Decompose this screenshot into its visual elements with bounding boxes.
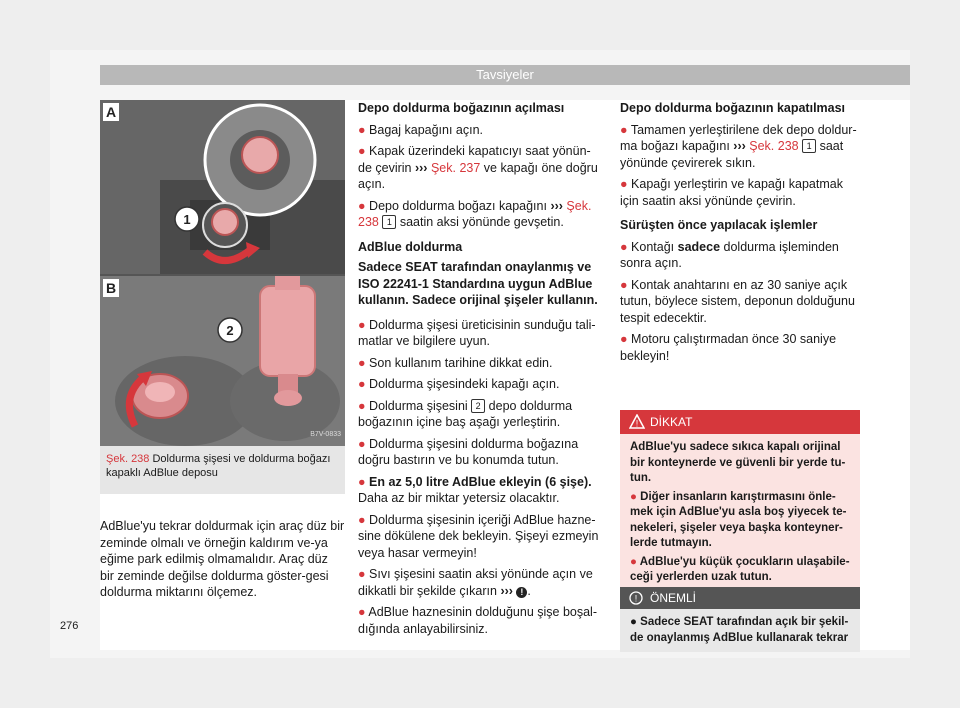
caption-figure-ref[interactable]: Şek. 238 bbox=[106, 453, 150, 465]
figure-code: B7V-0833 bbox=[310, 430, 341, 438]
ref-fig-238[interactable]: Şek. 238 bbox=[749, 139, 799, 153]
heading-before-driving: Sürüşten önce yapılacak işlemler bbox=[620, 218, 818, 232]
callout-2-badge bbox=[216, 316, 244, 344]
warning-bullet-1: ● Diğer insanların karıştırmasını önle-mek için AdBlue'yu asla boş yiyecek te-nekeleri, şişeler veya başka konteyner-lerde tutmayın. bbox=[630, 490, 847, 549]
bullet-press-bottle: ● Doldurma şişesini doldurma boğazına doğru bastırın ve bu konumda tutun. bbox=[358, 436, 579, 467]
bullet-turn-cover: ● Kapak üzerindeki kapatıcıyı saat yönün-de çevirin ››› Şek. 237 ve kapağı öne doğru açın. bbox=[358, 144, 598, 191]
figure-panel-b bbox=[100, 276, 345, 446]
bullet-min-amount: ● En az 5,0 litre AdBlue ekleyin (6 şişe). Daha az bir miktar yetersiz olacaktır. bbox=[358, 474, 592, 505]
ref-fig-237[interactable]: Şek. 237 bbox=[430, 160, 481, 175]
bullet-dot: ● bbox=[358, 398, 366, 413]
figure-panel-a bbox=[100, 100, 345, 274]
figure-238 bbox=[100, 100, 345, 446]
warning-body bbox=[620, 434, 860, 594]
bullet-ignition-on: ● Kontağı sadece doldurma işleminden sonra açın. bbox=[620, 239, 839, 270]
bullet-loosen-cap: ● Depo doldurma boğazı kapağını ››› Şek. 238 1 saatin aksi yönünde gevşetin. bbox=[358, 198, 592, 229]
note-header bbox=[620, 587, 860, 609]
column-2 bbox=[358, 100, 604, 642]
heading-opening-filler-neck: Depo doldurma boğazının açılması bbox=[358, 101, 565, 115]
callout-1-badge bbox=[173, 205, 201, 233]
bullet-dot: ● bbox=[358, 436, 366, 451]
column-1-text bbox=[100, 518, 345, 606]
column-3 bbox=[620, 100, 860, 644]
note-bullet-1: ● Sadece SEAT tarafından açık bir şekil-de onaylanmış AdBlue kullanarak tekrar bbox=[630, 616, 849, 644]
page bbox=[50, 50, 910, 658]
bullet-close-cover: ● Kapağı yerleştirin ve kapağı kapatmak için saatin aksi yönünde çevirin. bbox=[620, 177, 843, 208]
ref-arrow: ››› bbox=[500, 583, 513, 598]
bullet-dot: ● bbox=[358, 198, 366, 213]
caption-text: Doldurma şişesi ve doldurma boğazı kapaklı AdBlue deposu bbox=[106, 453, 331, 479]
callout-1: 1 bbox=[183, 212, 191, 227]
callout-ref-1: 1 bbox=[802, 139, 816, 153]
svg-text:!: ! bbox=[634, 593, 638, 604]
svg-text:!: ! bbox=[635, 418, 639, 429]
bullet-wait-empty: ● Doldurma şişesinin içeriği AdBlue hazne-sine dökülene dek bekleyin. Şişeyi ezmeyin veya hasar vermeyin! bbox=[358, 512, 599, 560]
warning-paragraph: AdBlue'yu sadece sıkıca kapalı orijinal bir konteynerde ve güvenli bir yerde tu-tun. bbox=[630, 441, 846, 484]
warning-title: DİKKAT bbox=[650, 415, 693, 429]
figure-caption bbox=[100, 446, 345, 494]
bullet-dot: ● bbox=[620, 177, 628, 191]
bullet-manufacturer-info: ● Doldurma şişesi üreticisinin sunduğu tali-matlar ve bilgilere uyun. bbox=[358, 317, 596, 348]
ref-arrow: ››› bbox=[733, 139, 746, 153]
ref-arrow: ››› bbox=[550, 198, 563, 213]
bullet-dot: ● bbox=[358, 474, 366, 489]
bullet-dot: ● bbox=[358, 512, 366, 527]
ref-fig-238[interactable]: Şek. 238 bbox=[358, 198, 592, 229]
flat-ground-paragraph: AdBlue'yu tekrar doldurmak için araç düz bir zeminde olmalı ve örneğin kaldırım ve-ya eğime park edilmiş olmamalıdır. Araç düz bir zeminde değilse doldurma göster-gesi doldurma miktarını ölçemez. bbox=[100, 519, 345, 599]
section-banner: Tavsiyeler bbox=[100, 65, 910, 85]
note-body bbox=[620, 609, 860, 652]
bullet-tighten-cap: ● Tamamen yerleştirilene dek depo doldur-ma boğazı kapağını ››› Şek. 238 1 saat yönünde çevirerek sıkın. bbox=[620, 122, 857, 170]
warning-icon: ! bbox=[516, 587, 527, 598]
bullet-dot: ● bbox=[358, 144, 366, 158]
ref-arrow: ››› bbox=[414, 160, 428, 175]
heading-closing-filler-neck: Depo doldurma boğazının kapatılması bbox=[620, 101, 846, 115]
bullet-dot: ● bbox=[620, 239, 628, 254]
bullet-dot: ● bbox=[620, 122, 628, 137]
info-circle-icon bbox=[629, 591, 643, 605]
callout-ref-2: 2 bbox=[471, 399, 485, 413]
panel-letter-a: A bbox=[103, 103, 119, 121]
bullet-dot: ● bbox=[620, 332, 628, 346]
bullet-keep-30s: ● Kontak anahtarını en az 30 saniye açık tutun, böylece sistem, deponun dolduğunu tespit edecektir. bbox=[620, 277, 855, 325]
bullet-wait-engine: ● Motoru çalıştırmadan önce 30 saniye bekleyin! bbox=[620, 332, 837, 363]
warning-box bbox=[620, 410, 860, 594]
bullet-dot: ● bbox=[358, 355, 366, 370]
heading-adblue-filling: AdBlue doldurma bbox=[358, 239, 463, 254]
heading-seat-approved: Sadece SEAT tarafından onaylanmış ve ISO 22241-1 Standardına uygun AdBlue kullanın. Sadece orijinal şişeler kullanın. bbox=[358, 260, 598, 307]
bullet-open-boot: ● Bagaj kapağını açın. bbox=[358, 122, 484, 137]
bullet-dot: ● bbox=[358, 605, 366, 619]
bullet-insert-bottle: ● Doldurma şişesini 2 depo doldurma boğazının içine baş aşağı yerleştirin. bbox=[358, 398, 573, 429]
bullet-dot: ● bbox=[630, 490, 637, 503]
bullet-dot: ● bbox=[630, 555, 637, 568]
warning-triangle-icon bbox=[629, 414, 645, 429]
warning-bullet-2: ● AdBlue'yu küçük çocukların ulaşabile-ceği yerlerden uzak tutun. bbox=[630, 555, 850, 583]
note-box bbox=[620, 587, 860, 652]
callout-2: 2 bbox=[226, 323, 234, 338]
content-area bbox=[100, 100, 910, 650]
page-number: 276 bbox=[60, 620, 79, 632]
bullet-dot: ● bbox=[358, 567, 366, 581]
bullet-tank-full: ● AdBlue haznesinin dolduğunu şişe boşal-dığında anlayabilirsiniz. bbox=[358, 605, 597, 636]
bullet-dot: ● bbox=[358, 377, 366, 391]
panel-letter-b: B bbox=[103, 279, 119, 297]
note-title: ÖNEMLİ bbox=[650, 591, 697, 605]
bullet-dot: ● bbox=[358, 122, 366, 137]
warning-header bbox=[620, 410, 860, 434]
bullet-expiry: ● Son kullanım tarihine dikkat edin. bbox=[358, 355, 553, 370]
panel-a-illustration bbox=[100, 100, 345, 274]
panel-b-illustration bbox=[100, 276, 345, 446]
bullet-open-bottle: ● Doldurma şişesindeki kapağı açın. bbox=[358, 377, 560, 391]
bullet-dot: ● bbox=[630, 616, 637, 628]
callout-ref-1: 1 bbox=[382, 215, 396, 229]
bullet-dot: ● bbox=[358, 317, 366, 332]
bullet-dot: ● bbox=[620, 277, 628, 292]
bullet-remove-bottle: ● Sıvı şişesini saatin aksi yönünde açın ve dikkatli bir şekilde çıkarın ››› ! . bbox=[358, 567, 593, 598]
